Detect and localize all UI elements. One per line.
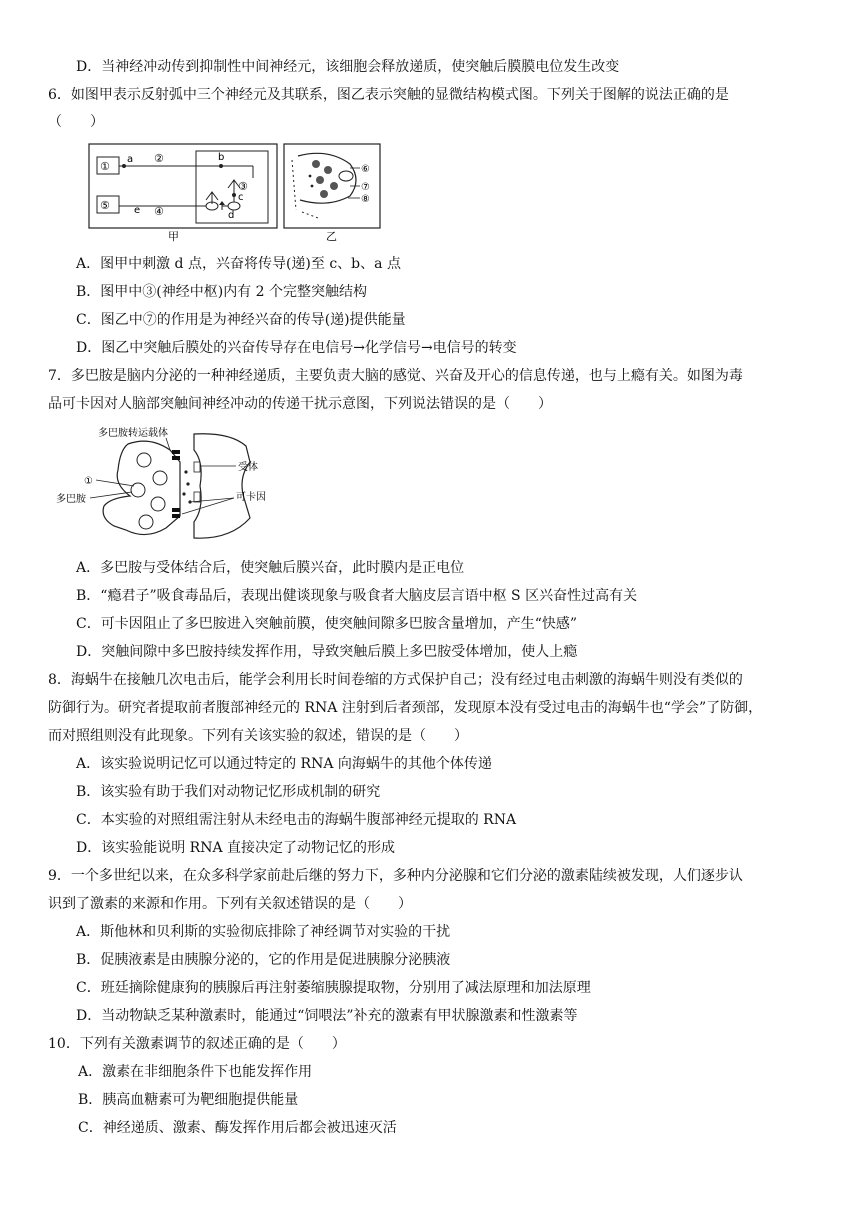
label-e: e	[134, 205, 141, 216]
figure-yi	[284, 144, 380, 243]
q7-option-a: A．多巴胺与受体结合后，使突触后膜兴奋，此时膜内是正电位	[76, 560, 465, 576]
label-a: a	[127, 154, 134, 165]
q9-option-d: D．当动物缺乏某种激素时，能通过“饲喂法”补充的激素有甲状腺激素和性激素等	[76, 1008, 578, 1024]
q7-stem-1: 7．多巴胺是脑内分泌的一种神经递质，主要负责大脑的感觉、兴奋及开心的信息传递，也与上瘾有关。如图为毒	[48, 368, 743, 384]
q9-option-b: B．促胰液素是由胰腺分泌的，它的作用是促进胰腺分泌胰液	[76, 952, 451, 968]
q8-stem-3: 而对照组则没有此现象。下列有关该实验的叙述，错误的是（ ）	[48, 728, 468, 744]
q6-option-d: D．图乙中突触后膜处的兴奋传导存在电信号→化学信号→电信号的转变	[76, 340, 517, 356]
q8-option-a: A．该实验说明记忆可以通过特定的 RNA 向海蜗牛的其他个体传递	[76, 756, 492, 772]
q8-option-d: D．该实验能说明 RNA 直接决定了动物记忆的形成	[76, 840, 396, 856]
q6-stem-1: 6．如图甲表示反射弧中三个神经元及其联系，图乙表示突触的显微结构模式图。下列关于图解的说法正确的是	[48, 87, 729, 103]
q9-option-c: C．班廷摘除健康狗的胰腺后再注射萎缩胰腺提取物，分别用了减法原理和加法原理	[76, 980, 591, 996]
q6-stem-2: （ ）	[48, 114, 104, 130]
label-7: ⑦	[361, 182, 370, 193]
label-transporter: 多巴胺转运载体	[98, 428, 168, 439]
figure-jia	[89, 144, 277, 243]
label-4: ④	[154, 205, 164, 218]
label-cocaine: 可卡因	[236, 492, 266, 503]
label-dopamine: 多巴胺	[56, 494, 86, 505]
label-2: ②	[154, 152, 164, 165]
label-yi: 乙	[326, 230, 337, 243]
q10-option-b: B．胰高血糖素可为靶细胞提供能量	[78, 1092, 299, 1108]
label-5: ⑤	[100, 199, 110, 212]
q10-stem-1: 10．下列有关激素调节的叙述正确的是（ ）	[48, 1036, 346, 1052]
q6-option-b: B．图甲中③(神经中枢)内有 2 个完整突触结构	[76, 284, 368, 300]
q6-option-a: A．图甲中刺激 d 点，兴奋将传导(递)至 c、b、a 点	[76, 256, 401, 272]
label-3: ③	[238, 180, 248, 193]
q8-stem-2: 防御行为。研究者提取前者腹部神经元的 RNA 注射到后者颈部，发现原本没有受过电击的海蜗牛也“学会”了防御，	[48, 700, 763, 716]
q10-option-c: C．神经递质、激素、酶发挥作用后都会被迅速灭活	[78, 1120, 397, 1136]
q7-option-c: C．可卡因阻止了多巴胺进入突触前膜，使突触间隙多巴胺含量增加，产生“快感”	[76, 616, 578, 632]
q6-option-c: C．图乙中⑦的作用是为神经兴奋的传导(递)提供能量	[76, 312, 406, 328]
q9-stem-1: 9．一个多世纪以来，在众多科学家前赴后继的努力下，多种内分泌腺和它们分泌的激素陆续被发现，人们逐步认	[48, 868, 743, 884]
q9-option-a: A．斯他林和贝利斯的实验彻底排除了神经调节对实验的干扰	[76, 924, 451, 940]
label-b: b	[218, 152, 225, 163]
q8-stem-1: 8．海蜗牛在接触几次电击后，能学会利用长时间卷缩的方式保护自己；没有经过电击刺激的海蜗牛则没有类似的	[48, 672, 743, 688]
label-c: c	[238, 192, 244, 203]
q9-stem-2: 识到了激素的来源和作用。下列有关叙述错误的是（ ）	[48, 896, 412, 912]
q6-figure	[88, 140, 388, 246]
q8-option-b: B．该实验有助于我们对动物记忆形成机制的研究	[76, 784, 381, 800]
label-receptor: 受体	[238, 462, 258, 473]
q7-stem-2: 品可卡因对人脑部突触间神经冲动的传递干扰示意图，下列说法错误的是（ ）	[48, 396, 552, 412]
q5-option-d: D．当神经冲动传到抑制性中间神经元，该细胞会释放递质，使突触后膜膜电位发生改变	[76, 59, 620, 75]
label-8: ⑧	[361, 194, 370, 205]
label-d: d	[228, 210, 235, 221]
q7-figure	[54, 422, 294, 546]
q8-option-c: C．本实验的对照组需注射从未经电击的海蜗牛腹部神经元提取的 RNA	[76, 812, 517, 828]
label-jia: 甲	[168, 230, 179, 243]
q7-option-d: D．突触间隙中多巴胺持续发挥作用，导致突触后膜上多巴胺受体增加，使人上瘾	[76, 644, 578, 660]
q10-option-a: A．激素在非细胞条件下也能发挥作用	[78, 1064, 313, 1080]
label-1: ①	[84, 476, 93, 487]
label-6: ⑥	[361, 164, 370, 175]
q7-option-b: B．“瘾君子”吸食毒品后，表现出健谈现象与吸食者大脑皮层言语中枢 S 区兴奋性过高有关	[76, 588, 638, 604]
label-1: ①	[100, 160, 110, 173]
